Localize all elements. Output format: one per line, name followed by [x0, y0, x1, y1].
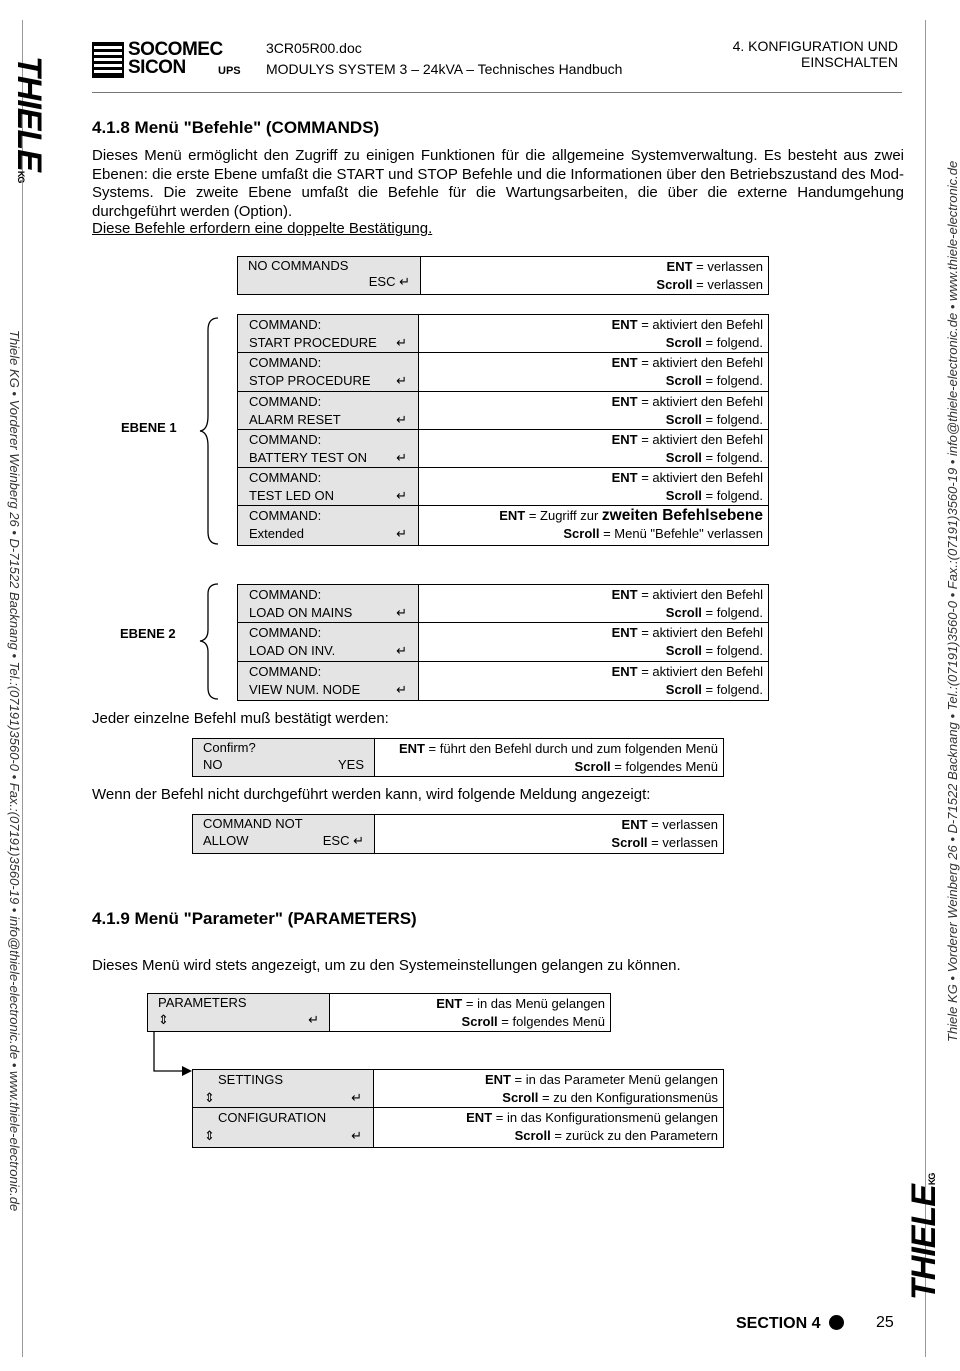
- no-commands-box: NO COMMANDS ESC ↵ ENT = verlassen Scroll = verlassen: [237, 256, 769, 295]
- socomec-logo-mark-icon: [92, 42, 124, 78]
- lcd-display: COMMAND: STOP PROCEDURE ↵: [238, 353, 419, 390]
- command-row: COMMAND: STOP PROCEDURE ↵ ENT = aktiviert den Befehl Scroll = folgend.: [238, 353, 768, 391]
- enter-icon: ↵: [396, 411, 407, 427]
- lcd-display: PARAMETERS ⇕ ↵: [148, 994, 330, 1031]
- parameters-submenu: [192, 1069, 724, 1148]
- right-margin-rule: [925, 20, 926, 1357]
- command-row: COMMAND: LOAD ON MAINS ↵ ENT = aktiviert den Befehl Scroll = folgend.: [238, 585, 768, 623]
- enter-icon: ↵: [396, 373, 407, 389]
- section-418-note: Diese Befehle erfordern eine doppelte Bestätigung.: [92, 220, 433, 237]
- lcd-display: Confirm? NO YES: [193, 739, 375, 776]
- enter-icon: ↵: [396, 488, 407, 504]
- command-row: COMMAND: BATTERY TEST ON ↵ ENT = aktiviert den Befehl Scroll = folgend.: [238, 430, 768, 468]
- lcd-display: NO COMMANDS ESC ↵: [238, 257, 421, 294]
- footer-section: SECTION 4: [736, 1315, 844, 1333]
- command-not-allow-box: COMMAND NOT ALLOW ESC ↵ ENT = verlassen Scroll = verlassen: [192, 814, 724, 854]
- lcd-display: COMMAND: Extended ↵: [238, 506, 419, 544]
- lcd-display: COMMAND: LOAD ON MAINS ↵: [238, 585, 419, 622]
- enter-icon: ↵: [308, 1012, 319, 1027]
- manual-title: MODULYS SYSTEM 3 – 24kVA – Technisches Handbuch: [266, 61, 623, 77]
- section-418-paragraph: Dieses Menü ermöglicht den Zugriff zu einigen Funktionen für die allgemeine Systemverwaltung. Es besteht aus zwei Ebenen: die erste Ebene umfaßt die START und STOP Befehle und die Informationen über den Betriebszustand des Mod-Systems. Die zweite Ebene umfaßt die Befehle für die Wartungsarbeiten, die über die externe Handumgehung durchgeführt werden (Option).: [92, 147, 904, 220]
- updown-arrow-icon: ⇕: [204, 1090, 215, 1105]
- socomec-logo: SOCOMEC SICON UPS: [92, 42, 244, 78]
- header-rule: [92, 92, 902, 93]
- level-1-brace: [198, 316, 220, 546]
- chapter-title: 4. KONFIGURATION UND EINSCHALTEN: [732, 38, 898, 70]
- enter-icon: ↵: [351, 1090, 362, 1105]
- command-row: COMMAND: ALARM RESET ↵ ENT = aktiviert den Befehl Scroll = folgend.: [238, 392, 768, 430]
- not-allowed-intro: Wenn der Befehl nicht durchgeführt werden kann, wird folgende Meldung angezeigt:: [92, 786, 651, 803]
- lcd-display: COMMAND: ALARM RESET ↵: [238, 392, 419, 429]
- confirm-box: Confirm? NO YES ENT = führt den Befehl durch und zum folgenden Menü Scroll = folgendes Menü: [192, 738, 724, 777]
- lcd-display: COMMAND: VIEW NUM. NODE ↵: [238, 662, 419, 700]
- level-2-label: EBENE 2: [120, 626, 176, 641]
- lcd-display: COMMAND: START PROCEDURE ↵: [238, 315, 419, 352]
- left-margin-rule: [22, 20, 23, 1357]
- doc-filename: 3CR05R00.doc: [266, 40, 362, 56]
- enter-icon: ↵: [396, 605, 407, 620]
- extended-row: COMMAND: Extended ↵ ENT = Zugriff zur zweiten Befehlsebene Scroll = Menü "Befehle" verlassen: [238, 506, 768, 544]
- section-419-title: 4.1.9 Menü "Parameter" (PARAMETERS): [92, 909, 417, 928]
- settings-row: SETTINGS ⇕ ↵ ENT = in das Parameter Menü gelangen Scroll = zu den Konfigurationsmenüs: [193, 1070, 723, 1108]
- level-2-brace: [198, 582, 220, 702]
- thiele-logo-bottom: THIELEKG: [905, 1173, 943, 1300]
- section-419-paragraph: Dieses Menü wird stets angezeigt, um zu den Systemeinstellungen gelangen zu können.: [92, 957, 681, 974]
- command-row: COMMAND: VIEW NUM. NODE ↵ ENT = aktiviert den Befehl Scroll = folgend.: [238, 662, 768, 700]
- thiele-logo-top: THIELEKG: [10, 56, 48, 183]
- enter-icon: ↵: [351, 1128, 362, 1144]
- command-row: COMMAND: TEST LED ON ↵ ENT = aktiviert den Befehl Scroll = folgend.: [238, 468, 768, 506]
- command-row: COMMAND: START PROCEDURE ↵ ENT = aktiviert den Befehl Scroll = folgend.: [238, 315, 768, 353]
- lcd-display: COMMAND: LOAD ON INV. ↵: [238, 623, 419, 660]
- lcd-display: COMMAND: TEST LED ON ↵: [238, 468, 419, 505]
- side-contact-right: Thiele KG • Vorderer Weinberg 26 • D-71522 Backnang • Tel.:(07191)3560-0 • Fax.:(07191)3560-19 • info@thiele-electronic.de • www.thiele-electronic.de: [945, 160, 960, 1042]
- lcd-display: COMMAND: BATTERY TEST ON ↵: [238, 430, 419, 467]
- updown-arrow-icon: ⇕: [204, 1128, 215, 1144]
- flow-arrow: [148, 1031, 198, 1081]
- side-contact-left: Thiele KG • Vorderer Weinberg 26 • D-71522 Backnang • Tel.:(07191)3560-0 • Fax.:(07191)3560-19 • info@thiele-electronic.de • www.thiele-electronic.de: [7, 330, 22, 1212]
- enter-icon: ↵: [396, 335, 407, 350]
- enter-icon: ↵: [396, 526, 407, 542]
- configuration-row: CONFIGURATION ⇕ ↵ ENT = in das Konfigurationsmenü gelangen Scroll = zurück zu den Parametern: [193, 1108, 723, 1146]
- level-1-menu: [237, 314, 769, 546]
- page-number: 25: [876, 1314, 894, 1331]
- updown-arrow-icon: ⇕: [158, 1012, 169, 1027]
- lcd-display: COMMAND NOT ALLOW ESC ↵: [193, 815, 375, 853]
- enter-icon: ↵: [396, 643, 407, 659]
- enter-icon: ↵: [396, 449, 407, 465]
- level-2-menu: [237, 584, 769, 701]
- bullet-icon: [829, 1315, 844, 1330]
- enter-icon: ↵: [396, 681, 407, 697]
- section-418-title: 4.1.8 Menü "Befehle" (COMMANDS): [92, 118, 380, 137]
- level-1-label: EBENE 1: [121, 420, 177, 435]
- confirm-intro: Jeder einzelne Befehl muß bestätigt werden:: [92, 710, 389, 727]
- command-row: COMMAND: LOAD ON INV. ↵ ENT = aktiviert den Befehl Scroll = folgend.: [238, 623, 768, 661]
- parameters-box: PARAMETERS ⇕ ↵ ENT = in das Menü gelangen Scroll = folgendes Menü: [147, 993, 611, 1032]
